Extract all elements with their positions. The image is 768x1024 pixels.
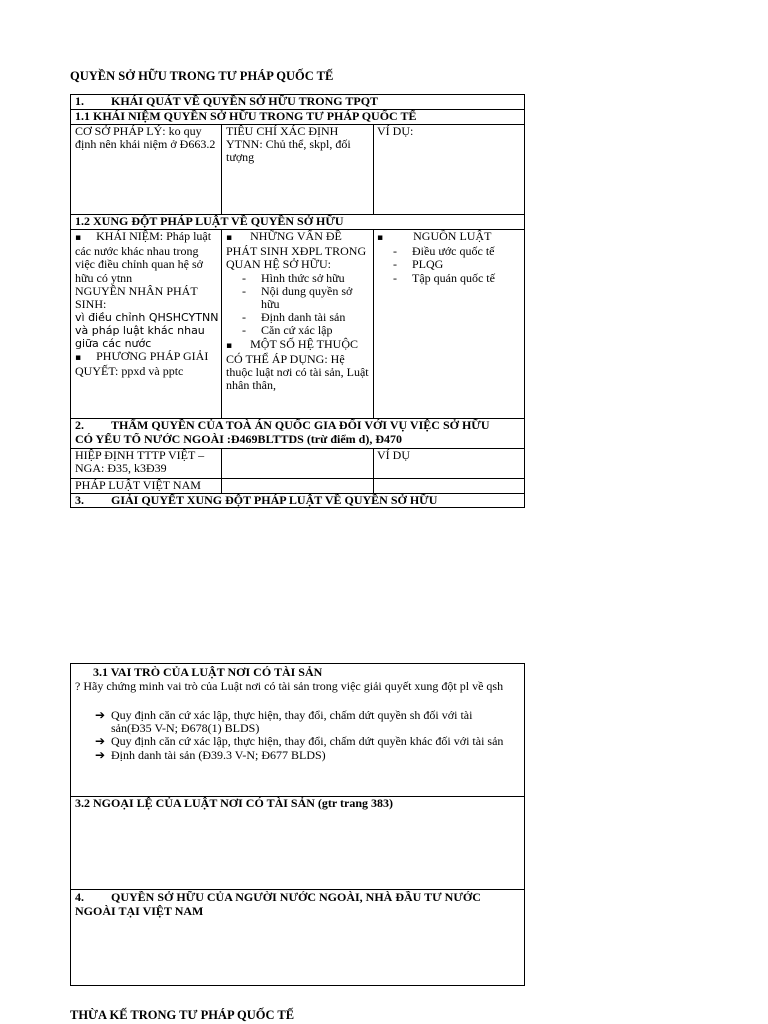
arrow-icon: ➔ (95, 709, 106, 722)
criteria-cell: TIÊU CHÍ XÁC ĐỊNH YTNN: Chủ thể, skpl, đối tượng (226, 125, 351, 165)
bullet-icon: ▪ (226, 233, 233, 243)
sources-heading-item (377, 230, 521, 245)
section-4-heading-line2: NGOÀI TẠI VIỆT NAM (75, 905, 204, 918)
cause-text: vì điều chỉnh QHSHCYTNN và pháp luật khác nhau giữa các nước (75, 311, 219, 351)
col-divider (221, 125, 222, 214)
section-1-2-heading: 1.2 XUNG ĐỘT PHÁP LUẬT VỀ QUYỀN SỞ HỮU (75, 215, 344, 228)
cause-label: NGUYÊN NHÂN PHÁT SINH: (75, 283, 198, 312)
bullet-icon: ▪ (75, 353, 82, 364)
row-divider (71, 889, 524, 890)
conflict-concept-cell (75, 230, 219, 417)
issues-list (242, 272, 370, 338)
role-point (75, 709, 515, 735)
section-1-number: 1. (75, 95, 84, 108)
source-item: - PLQG (393, 258, 521, 271)
ownership-overview-table (70, 94, 525, 508)
conflict-resolution-table (70, 663, 525, 986)
section-2-number: 2. (75, 419, 84, 432)
rules-item (226, 338, 370, 393)
next-section-title: THỪA KẾ TRONG TƯ PHÁP QUỐC TẾ (70, 1008, 295, 1022)
col-divider (373, 125, 374, 214)
issue-item: - Định danh tài sản (242, 311, 370, 324)
col-divider (221, 449, 222, 493)
col-divider (221, 230, 222, 418)
bullet-icon: ▪ (226, 340, 233, 351)
section-4-number: 4. (75, 891, 84, 904)
role-points-list (75, 709, 515, 762)
section-3-1-heading: 3.1 VAI TRÒ CỦA LUẬT NƠI CÓ TÀI SẢN (93, 666, 323, 679)
issue-item: - Căn cứ xác lập (242, 324, 370, 337)
col-divider (373, 230, 374, 418)
concept-item (75, 230, 219, 285)
arrow-icon: ➔ (95, 734, 106, 749)
col-divider (373, 449, 374, 493)
bullet-icon: ▪ (377, 233, 384, 243)
section-2-heading-line1: THẨM QUYỀN CỦA TOÀ ÁN QUỐC GIA ĐỐI VỚI VỤ VIỆC SỞ HỮU (111, 419, 490, 432)
section-1-1-heading: 1.1 KHÁI NIỆM QUYỀN SỞ HỮU TRONG TƯ PHÁP QUỐC TẾ (75, 110, 417, 123)
section-3-heading: GIẢI QUYẾT XUNG ĐỘT PHÁP LUẬT VỀ QUYỀN SỞ HỮU (111, 494, 438, 507)
concept-text: KHÁI NIỆM: Pháp luật các nước khác nhau trong việc điều chỉnh quan hệ sở hữu có ytnn (75, 230, 212, 285)
document-title: QUYỀN SỞ HỮU TRONG TƯ PHÁP QUỐC TẾ (70, 69, 334, 83)
rules-text: MỘT SỐ HỆ THUỘC CÓ THỂ ÁP DỤNG: Hệ thuộc luật nơi có tài sản, Luật nhân thân, (226, 336, 369, 393)
treaty-cell: HIỆP ĐỊNH TTTP VIỆT – NGA: Đ35, k3Đ39 (75, 449, 205, 476)
source-item: - Tập quán quốc tế (393, 272, 521, 285)
conflict-issues-cell (226, 230, 370, 417)
bullet-icon: ▪ (75, 233, 82, 243)
section-3-number: 3. (75, 494, 84, 507)
arrow-icon: ➔ (95, 747, 106, 762)
law-sources-cell (377, 230, 521, 417)
role-point-text: Quy định căn cứ xác lập, thực hiện, thay đổi, chấm dứt quyền khác đối với tài sản (111, 734, 504, 749)
section-2-heading-line2: CÓ YẾU TỐ NƯỚC NGOÀI :Đ469BLTTDS (trừ điểm d), Đ470 (75, 433, 402, 446)
source-item: - Điều ước quốc tế (393, 245, 521, 258)
example-cell: VÍ DỤ: (377, 125, 414, 138)
role-point-text: Quy định căn cứ xác lập, thực hiện, thay đổi, chấm dứt quyền sh đối với tài sản(Đ35 V-N; Đ678(1) BLDS) (111, 709, 473, 736)
example-2-cell: VÍ DỤ (377, 449, 410, 462)
section-1-heading: KHÁI QUÁT VỀ QUYỀN SỞ HỮU TRONG TPQT (111, 95, 379, 108)
issue-item: - Nội dung quyền sở hữu (242, 285, 370, 311)
method-text: PHƯƠNG PHÁP GIẢI QUYẾT: ppxd và pptc (75, 349, 209, 379)
method-item (75, 350, 219, 378)
issue-item: - Hình thức sở hữu (242, 272, 370, 285)
issues-heading-item (226, 230, 370, 272)
section-4-heading-line1: QUYỀN SỞ HỮU CỦA NGƯỜI NƯỚC NGOÀI, NHÀ ĐẦU TƯ NƯỚC (111, 891, 481, 904)
legal-basis-cell: CƠ SỞ PHÁP LÝ: ko quy định nên khái niệm ở Đ663.2 (75, 125, 216, 152)
issues-heading: NHỮNG VẤN ĐỀ PHÁT SINH XĐPL TRONG QUAN HỆ SỞ HỮU: (226, 230, 367, 272)
role-point-text: Định danh tài sản (Đ39.3 V-N; Đ677 BLDS) (111, 747, 326, 762)
section-3-2-heading: 3.2 NGOẠI LỆ CỦA LUẬT NƠI CÓ TÀI SẢN (gtr trang 383) (75, 797, 394, 810)
sources-heading: NGUỒN LUẬT (413, 230, 492, 243)
question-text: ? Hãy chứng minh vai trò của Luật nơi có tài sản trong việc giải quyết xung đột pl về qsh (75, 680, 504, 693)
sources-list (393, 245, 521, 285)
role-point (75, 749, 515, 762)
vn-law-cell: PHÁP LUẬT VIỆT NAM (75, 479, 201, 492)
